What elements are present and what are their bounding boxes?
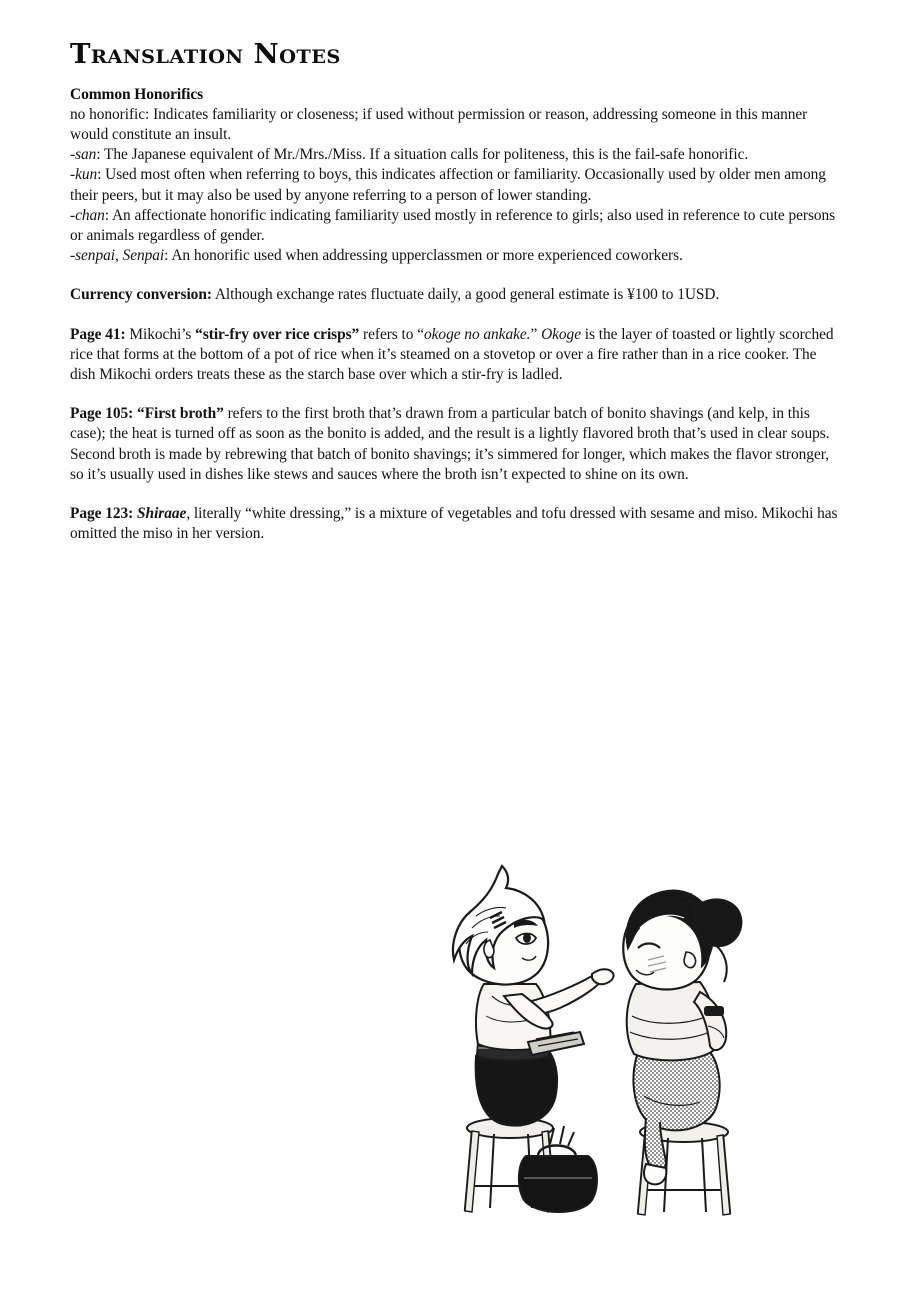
text-run: Page 123: xyxy=(70,504,134,522)
note-page-41 xyxy=(70,325,840,386)
honorific-line-senpai xyxy=(70,246,840,266)
right-character xyxy=(623,891,741,1215)
text-run: -san xyxy=(70,146,97,164)
honorific-line-kun xyxy=(70,165,840,205)
document-content xyxy=(70,40,840,544)
text-run: okoge no ankake. xyxy=(424,325,531,343)
honorific-line-no-honorific xyxy=(70,105,840,145)
text-run: , literally “white dressing,” is a mixture of vegetables and tofu dressed with sesame and miso. Mikochi has omitted the miso in her version. xyxy=(70,504,838,543)
text-run: Okoge xyxy=(541,325,581,343)
section-heading-common-honorifics: Common Honorifics xyxy=(70,85,204,103)
text-run: Shiraae xyxy=(137,504,187,522)
text-run: refers to “ xyxy=(359,325,424,343)
text-run: refers to the first broth that’s drawn from a particular batch of bonito shavings (and kelp, in this case); the heat is turned off as soon as the bonito is added, and the result is a lightly flavored broth that’s used in clear soups. Second broth is made by rebrewing that batch of bonito shavings; it’s simmered for longer, which makes the flavor stronger, so it’s usually used in dishes like stews and sauces where the broth isn’t expected to shine on its own. xyxy=(70,405,830,483)
text-run: ” xyxy=(530,325,542,343)
left-character xyxy=(453,866,614,1212)
text-run: is the layer of toasted or lightly scorched rice that forms at the bottom of a pot of rice when it’s steamed on a stovetop or over a fire rather than in a rice cooker. The dish Mikochi orders treats these as the starch base over which a stir-fry is ladled. xyxy=(70,325,834,383)
note-page-105 xyxy=(70,404,840,485)
text-run: “stir-fry over rice crisps” xyxy=(195,325,360,343)
section-common-honorifics xyxy=(70,86,840,267)
text-run: Page 41: xyxy=(70,325,126,343)
text-run: Although exchange rates fluctuate daily, a good general estimate is ¥100 to 1USD. xyxy=(211,286,720,304)
note-currency-conversion xyxy=(70,285,840,305)
honorific-line-chan xyxy=(70,206,840,246)
page-title: Translation Notes xyxy=(70,39,341,70)
text-run: -kun xyxy=(70,166,98,184)
text-run: “First broth” xyxy=(137,405,224,423)
text-run: Page 105: xyxy=(70,405,134,423)
illustration-svg xyxy=(432,856,762,1236)
text-run: Mikochi’s xyxy=(125,325,196,343)
honorific-line-san xyxy=(70,145,840,165)
note-page-123 xyxy=(70,504,840,544)
text-run: -senpai, Senpai xyxy=(70,247,165,265)
chibi-characters-illustration xyxy=(432,856,762,1236)
text-run: Currency conversion: xyxy=(70,286,212,304)
text-run: : An honorific used when addressing upperclassmen or more experienced coworkers. xyxy=(164,247,683,265)
text-run: : Used most often when referring to boys, this indicates affection or familiarity. Occasionally used by older men among their peers, but it may also be used by anyone referring to a person of lower standing. xyxy=(70,166,826,204)
text-run: -chan xyxy=(70,206,105,224)
text-run: : An affectionate honorific indicating familiarity used mostly in reference to girls; also used in reference to cute persons or animals regardless of gender. xyxy=(70,206,836,244)
text-run: no honorific: Indicates familiarity or closeness; if used without permission or reason, addressing someone in this manner would constitute an insult. xyxy=(70,105,808,143)
text-run: : The Japanese equivalent of Mr./Mrs./Miss. If a situation calls for politeness, this is the fail-safe honorific. xyxy=(96,146,749,164)
